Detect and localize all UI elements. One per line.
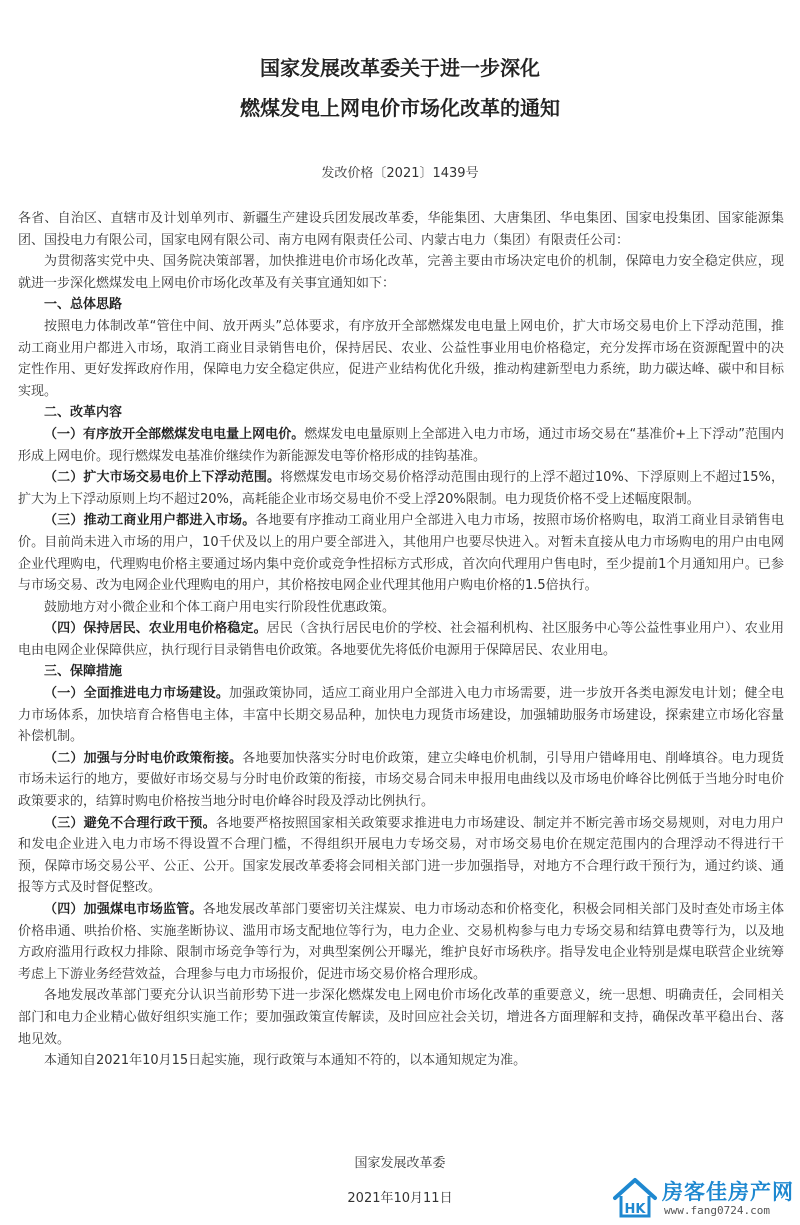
closing-paragraph: 各地发展改革部门要充分认识当前形势下进一步深化燃煤发电上网电价市场化改革的重要意义，统一思想、明确责任，会同相关部门和电力企业精心做好组织实施工作；要加强政策宣传解读，及时回应社会关切，增进各方面理解和支持，确保改革平稳出台、落地见效。 — [18, 988, 784, 1047]
intro-paragraph: 为贯彻落实党中央、国务院决策部署，加快推进电价市场化改革，完善主要由市场决定电价的机制，保障电力安全稳定供应，现就进一步深化燃煤发电上网电价市场化改革及有关事宜通知如下： — [18, 254, 784, 291]
watermark-url: www.fang0724.com — [664, 1204, 770, 1217]
house-logo-icon — [612, 1176, 658, 1220]
clause-text: 各地发展改革部门要密切关注煤炭、电力市场动态和价格变化，积极会同相关部门及时查处市场主体价格串通、哄抬价格、实施垄断协议、滥用市场支配地位等行为，电力企业、交易机构参与电力专场交易和结算电费等行为，以及地方政府滥用行政权力排除、限制市场竞争等行为，对典型案例公开曝光，维护良好市场秩序。指导发电企业特别是煤电联营企业统筹考虑上下游业务经营效益，合理参与电力市场报价，促进市场交易价格合理形成。 — [18, 902, 784, 982]
svg-text:HK: HK — [624, 1202, 646, 1217]
clause-paragraph — [18, 510, 784, 596]
clause-title: （二）加强与分时电价政策衔接。 — [44, 750, 243, 766]
clause-title: （二）扩大市场交易电价上下浮动范围。 — [44, 470, 281, 486]
clause-title: （三）避免不合理行政干预。 — [44, 815, 216, 831]
addressees: 各省、自治区、直辖市及计划单列市、新疆生产建设兵团发展改革委，华能集团、大唐集团、华电集团、国家电投集团、国家能源集团、国投电力有限公司，国家电网有限公司、南方电网有限责任公司、内蒙古电力（集团）有限责任公司： — [18, 211, 784, 248]
clause-paragraph — [18, 618, 784, 661]
watermark — [612, 1174, 796, 1222]
clause-paragraph — [18, 467, 784, 510]
clause-paragraph — [18, 748, 784, 813]
clause-text: 居民（含执行居民电价的学校、社会福利机构、社区服务中心等公益性事业用户）、农业用电由电网企业保障供应，执行现行目录销售电价政策。各地要优先将低价电源用于保障居民、农业用电。 — [18, 621, 784, 658]
clause-title: （四）保持居民、农业用电价格稳定。 — [44, 621, 267, 637]
section-paragraph: 按照电力体制改革“管住中间、放开两头”总体要求，有序放开全部燃煤发电电量上网电价，扩大市场交易电价上下浮动范围，推动工商业用户都进入市场，取消工商业目录销售电价，保持居民、农业、公益性事业用电价格稳定，充分发挥市场在资源配置中的决定性作用、更好发挥政府作用，保障电力安全稳定供应，促进产业结构优化升级，推动构建新型电力系统，助力碳达峰、碳中和目标实现。 — [18, 318, 784, 399]
clause-text: 各地要严格按照国家相关政策要求推进电力市场建设、制定并不断完善市场交易规则，对电力用户和发电企业进入电力市场不得设置不合理门槛，不得组织开展电力专场交易，对市场交易电价在规定范围内的合理浮动不得进行干预，保障市场交易公平、公正、公开。国家发展改革委将会同相关部门进一步加强指导，对地方不合理行政干预行为，通过约谈、通报等方式及时督促整改。 — [18, 815, 784, 896]
document-title-line2: 燃煤发电上网电价市场化改革的通知 — [240, 96, 560, 120]
document-body — [18, 208, 784, 1072]
clause-text: 将燃煤发电市场交易价格浮动范围由现行的上浮不超过10%、下浮原则上不超过15%，扩大为上下浮动原则上均不超过20%，高耗能企业市场交易电价不受上浮20%限制。电力现货价格不受上述幅度限制。 — [18, 470, 784, 507]
clause-paragraph — [18, 424, 784, 467]
document-number: 发改价格〔2021〕1439号 — [321, 166, 479, 181]
section-heading: 三、保障措施 — [44, 664, 123, 680]
document-title-line1: 国家发展改革委关于进一步深化 — [260, 56, 540, 80]
section-heading: 二、改革内容 — [44, 405, 123, 421]
signature-date: 2021年10月11日 — [347, 1191, 453, 1206]
clause-text: 各地要加快落实分时电价政策，建立尖峰电价机制，引导用户错峰用电、削峰填谷。电力现货市场未运行的地方，要做好市场交易与分时电价政策的衔接，市场交易合同未申报用电曲线以及市场电价峰谷比例低于当地分时电价政策要求的，结算时购电价格按当地分时电价峰谷时段及浮动比例执行。 — [18, 750, 784, 810]
clause-title: （一）全面推进电力市场建设。 — [44, 686, 230, 702]
section-heading: 一、总体思路 — [44, 297, 123, 313]
clause-text: 各地要有序推动工商业用户全部进入电力市场，按照市场价格购电，取消工商业目录销售电价。目前尚未进入市场的用户，10千伏及以上的用户要全部进入，其他用户也要尽快进入。对暂未直接从电力市场购电的用户由电网企业代理购电，代理购电价格主要通过场内集中竞价或竞争性招标方式形成，首次向代理用户售电时，至少提前1个月通知用户。已参与市场交易、改为电网企业代理购电的用户，其价格按电网企业代理其他用户购电价格的1.5倍执行。 — [18, 513, 784, 594]
clause-title: （一）有序放开全部燃煤发电电量上网电价。 — [44, 426, 305, 442]
clause-text: 燃煤发电电量原则上全部进入电力市场，通过市场交易在“基准价+上下浮动”范围内形成上网电价。现行燃煤发电基准价继续作为新能源发电等价格形成的挂钩基准。 — [18, 426, 784, 464]
clause-text: 加强政策协同，适应工商业用户全部进入电力市场需要，进一步放开各类电源发电计划；健全电力市场体系，加快培育合格售电主体，丰富中长期交易品种，加快电力现货市场建设，加强辅助服务市场建设，探索建立市场化容量补偿机制。 — [18, 686, 784, 745]
clause-extra-paragraph: 鼓励地方对小微企业和个体工商户用电实行阶段性优惠政策。 — [44, 599, 396, 615]
clause-title: （三）推动工商业用户都进入市场。 — [44, 513, 256, 529]
clause-paragraph — [18, 683, 784, 748]
clause-title: （四）加强煤电市场监管。 — [44, 902, 203, 917]
signer: 国家发展改革委 — [354, 1156, 446, 1171]
effective-date-paragraph: 本通知自2021年10月15日起实施，现行政策与本通知不符的，以本通知规定为准。 — [44, 1053, 527, 1069]
clause-paragraph — [18, 813, 784, 899]
watermark-site-name: 房客佳房产网 — [662, 1180, 794, 1204]
clause-paragraph — [18, 899, 784, 985]
